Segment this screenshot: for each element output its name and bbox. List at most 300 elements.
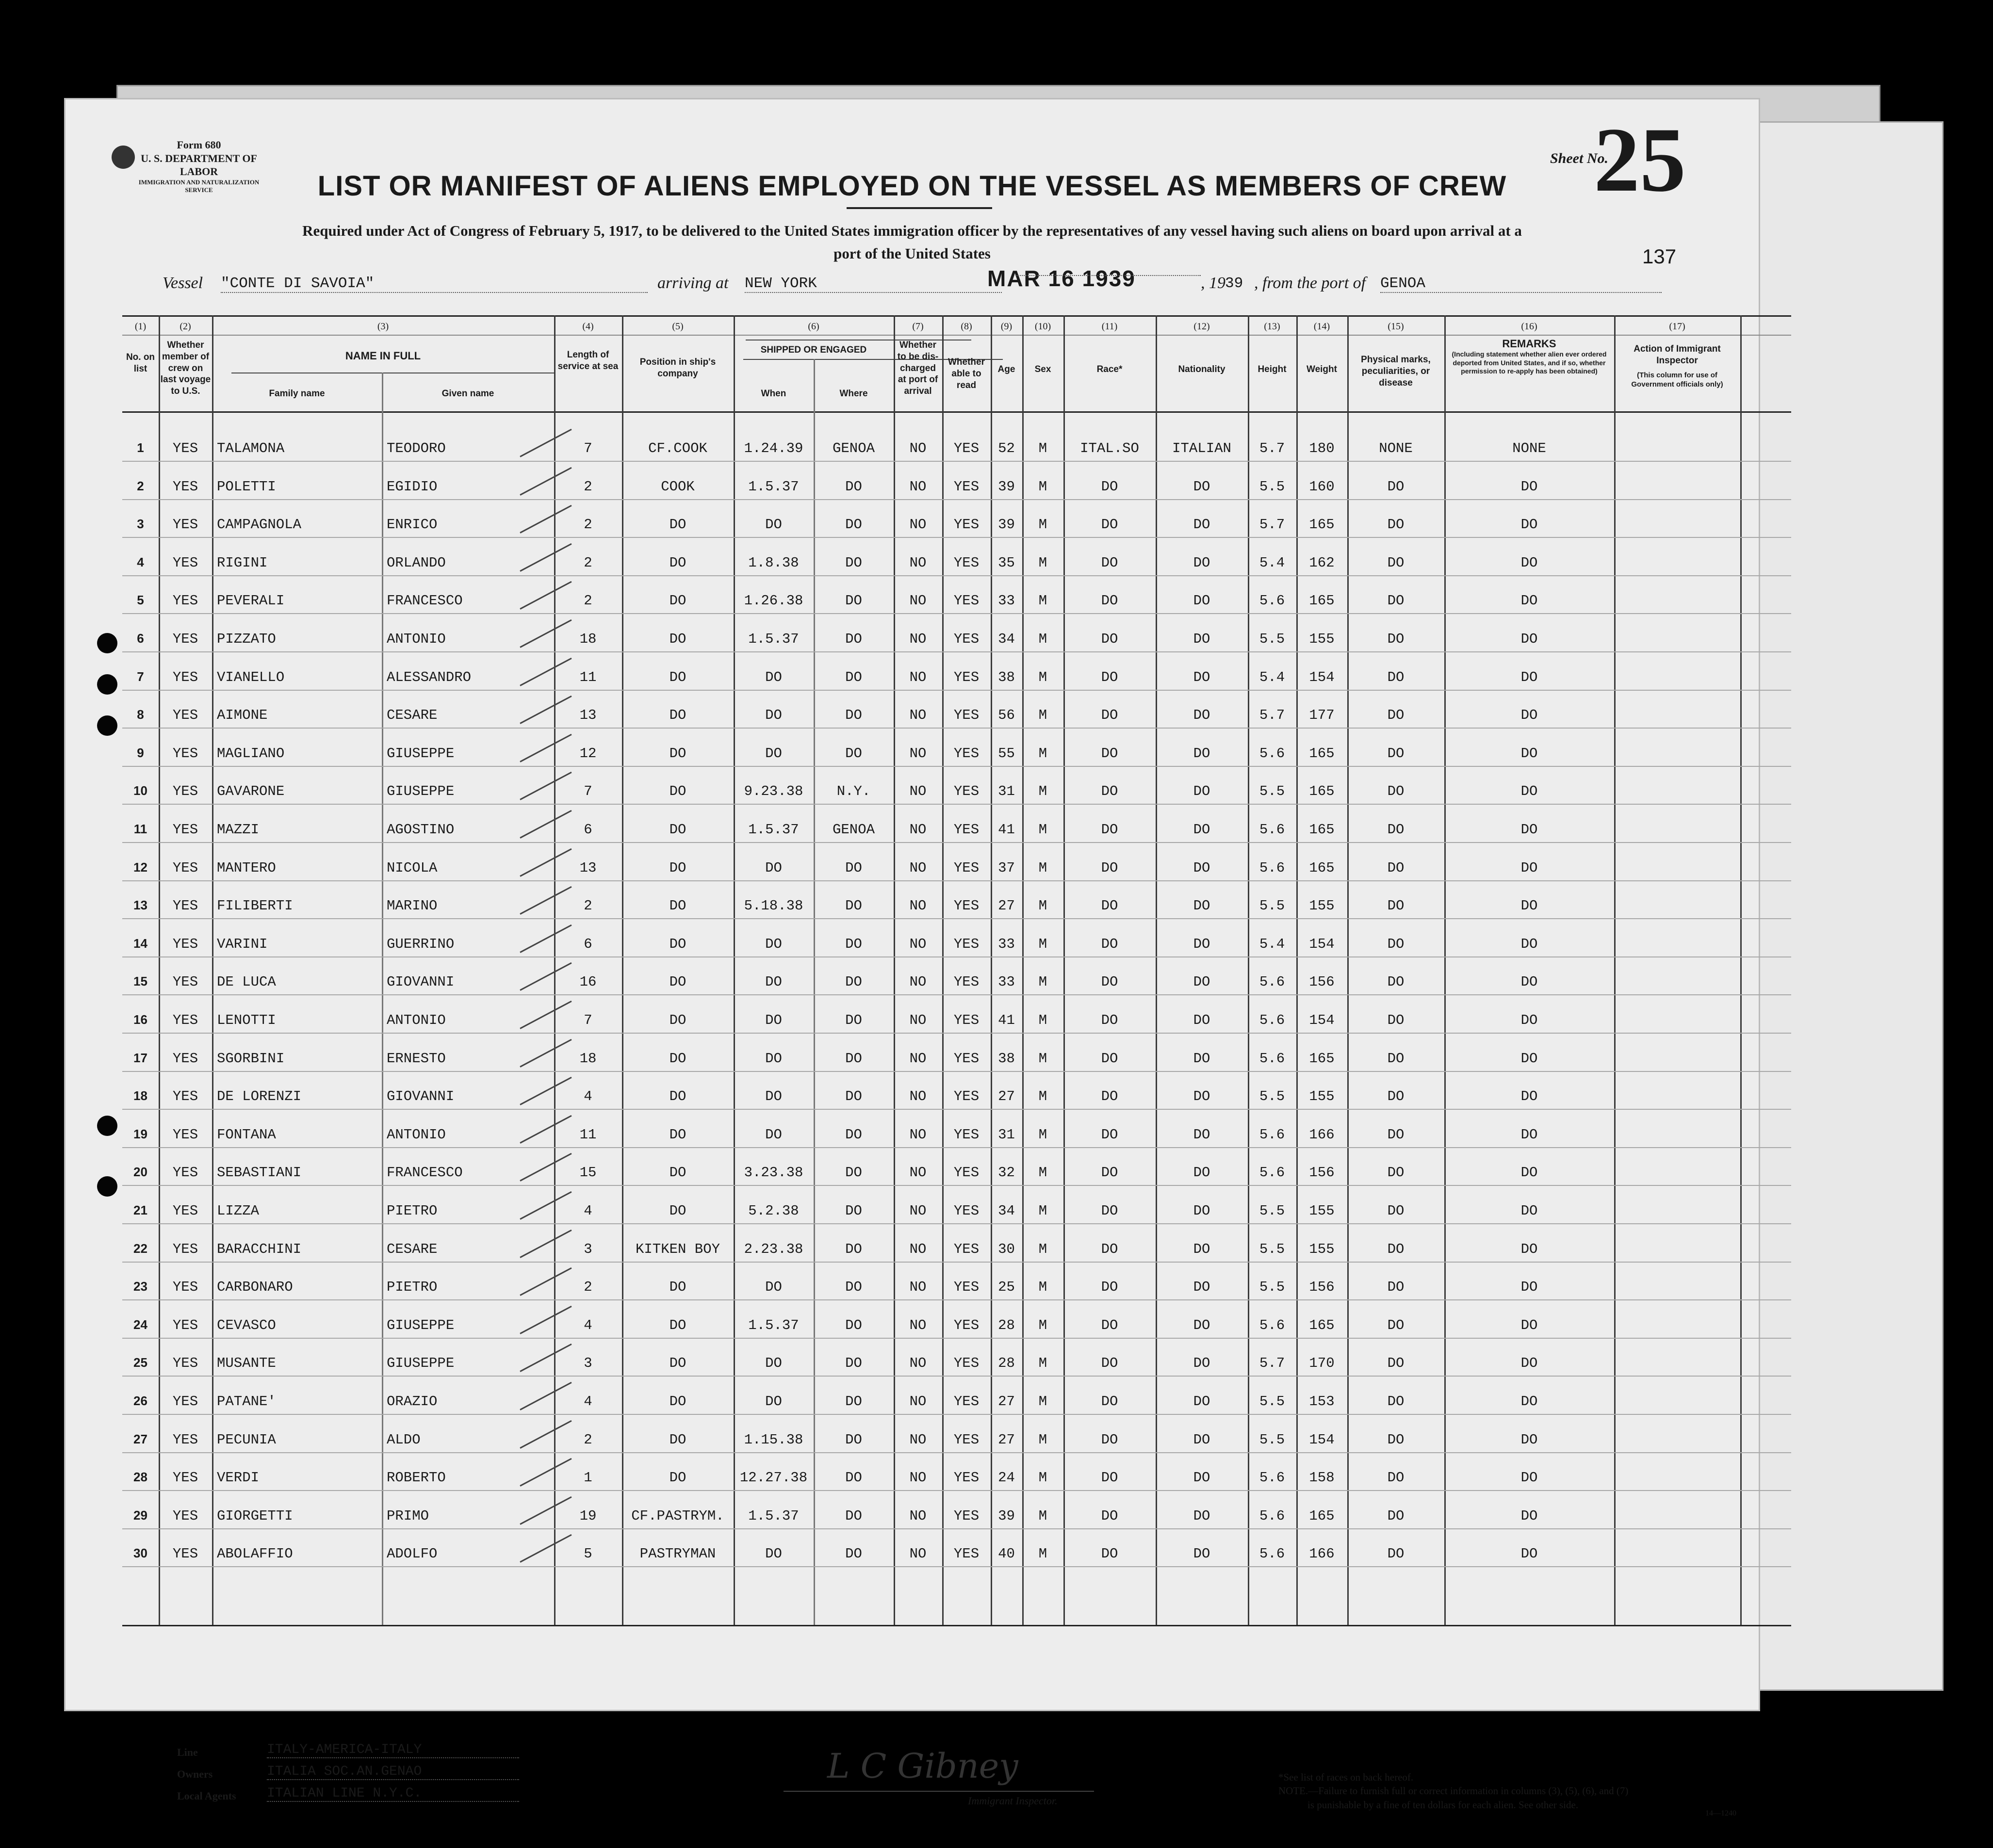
cell-sex: M [1038,1279,1047,1296]
cell-age: 32 [998,1165,1015,1181]
cell-where: DO [845,898,862,914]
cell-discharged: NO [909,783,927,800]
cell-nationality: DO [1193,859,1210,876]
cell-given: ALDO [387,1431,421,1448]
header-action-note: (This column for use of Government officials only) [1631,371,1723,389]
cell-service: 7 [584,783,592,800]
cell-member: YES [172,631,198,647]
table-row [122,1237,1791,1266]
cell-member: YES [172,593,198,609]
cell-nationality: DO [1193,745,1210,762]
table-row [122,513,1791,542]
cell-service: 12 [579,745,597,762]
cell-service: 13 [579,859,597,876]
colnum-7: (7) [912,321,924,332]
header-nationality: Nationality [1178,364,1225,374]
header-length-of-service: Length of service at sea [557,350,619,372]
cell-discharged: NO [909,707,927,724]
cell-sex: M [1038,440,1047,456]
cell-height: 5.7 [1259,517,1285,533]
date-stamp: MAR 16 1939 [987,266,1136,291]
cell-nationality: DO [1193,1279,1210,1296]
cell-age: 34 [998,1203,1015,1219]
sheet-number: 25 [1594,109,1686,211]
cell-discharged: NO [909,478,927,495]
cell-remarks: NONE [1512,440,1546,456]
cell-marks: DO [1387,1355,1405,1372]
cell-nationality: DO [1193,478,1210,495]
cell-when: DO [765,707,782,724]
cell-read: YES [953,822,980,838]
cell-member: YES [172,974,198,990]
cell-sex: M [1038,1355,1047,1372]
table-row [122,856,1791,885]
cell-marks: DO [1387,822,1405,838]
cell-nationality: DO [1193,707,1210,724]
cell-where: DO [845,936,862,952]
header-height: Height [1258,364,1287,374]
cell-marks: DO [1387,669,1405,685]
owners-label: Owners [177,1768,213,1780]
cell-nationality: DO [1193,1050,1210,1067]
cell-read: YES [953,593,980,609]
table-row [122,1008,1791,1037]
cell-race: DO [1101,478,1118,495]
cell-marks: DO [1387,1165,1405,1181]
cell-discharged: NO [909,1012,927,1028]
cell-height: 5.5 [1259,1088,1285,1105]
cell-remarks: DO [1520,1317,1538,1333]
cell-when: 1.8.38 [748,554,799,571]
cell-weight: 158 [1309,1470,1335,1486]
cell-service: 11 [579,1126,597,1143]
cell-when: DO [765,1012,782,1028]
cell-remarks: DO [1520,1165,1538,1181]
cell-height: 5.5 [1259,898,1285,914]
cell-weight: 154 [1309,936,1335,952]
header-no-on-list: No. on list [126,352,155,374]
cell-position: PASTRYMAN [639,1546,716,1562]
cell-service: 4 [584,1317,592,1333]
cell-given: GIUSEPPE [387,745,455,762]
cell-given: FRANCESCO [387,593,463,609]
punch-hole [97,674,117,695]
cell-family: SEBASTIANI [217,1165,302,1181]
cell-height: 5.5 [1259,478,1285,495]
cell-service: 3 [584,1355,592,1372]
cell-no: 7 [137,669,144,684]
header-whether-member: Whether member of crew on last voyage to U.S. [160,340,211,396]
agents-value: ITALIAN LINE N.Y.C. [267,1786,519,1802]
cell-member: YES [172,1317,198,1333]
cell-position: DO [669,1050,686,1067]
cell-sex: M [1038,822,1047,838]
cell-height: 5.6 [1259,1470,1285,1486]
cell-race: DO [1101,1508,1118,1524]
cell-service: 4 [584,1203,592,1219]
cell-read: YES [953,1050,980,1067]
cell-height: 5.5 [1259,1394,1285,1410]
cell-height: 5.6 [1259,745,1285,762]
cell-when: DO [765,1355,782,1372]
cell-where: DO [845,554,862,571]
cell-marks: DO [1387,745,1405,762]
cell-sex: M [1038,898,1047,914]
cell-where: DO [845,707,862,724]
cell-marks: DO [1387,936,1405,952]
cell-remarks: DO [1520,554,1538,571]
cell-where: DO [845,974,862,990]
cell-height: 5.5 [1259,631,1285,647]
cell-when: DO [765,1088,782,1105]
cell-nationality: DO [1193,822,1210,838]
cell-when: 1.5.37 [748,631,799,647]
table-row [122,475,1791,504]
cell-no: 16 [133,1012,147,1027]
cell-member: YES [172,1355,198,1372]
cell-age: 28 [998,1317,1015,1333]
cell-given: ROBERTO [387,1470,446,1486]
cell-marks: DO [1387,1546,1405,1562]
cell-where: GENOA [832,822,875,838]
cell-when: DO [765,936,782,952]
cell-when: DO [765,1546,782,1562]
cell-no: 24 [133,1317,147,1332]
cell-sex: M [1038,517,1047,533]
cell-position: DO [669,1355,686,1372]
title-rule [847,207,992,209]
service-name: IMMIGRATION AND NATURALIZATION SERVICE [138,178,260,194]
cell-given: TEODORO [387,440,446,456]
cell-race: DO [1101,1546,1118,1562]
cell-race: DO [1101,1203,1118,1219]
cell-family: BARACCHINI [217,1241,302,1257]
cell-discharged: NO [909,822,927,838]
cell-service: 2 [584,593,592,609]
footnote [1278,1770,1715,1812]
cell-no: 15 [133,974,147,989]
cell-sex: M [1038,1546,1047,1562]
cell-marks: DO [1387,974,1405,990]
cell-given: NICOLA [387,859,438,876]
cell-position: DO [669,1394,686,1410]
cell-race: DO [1101,707,1118,724]
cell-member: YES [172,1012,198,1028]
inspector-label: Immigrant Inspector. [968,1795,1058,1807]
cell-family: LENOTTI [217,1012,276,1028]
cell-marks: DO [1387,1470,1405,1486]
cell-height: 5.6 [1259,593,1285,609]
cell-weight: 155 [1309,1088,1335,1105]
cell-race: DO [1101,669,1118,685]
cell-when: 5.2.38 [748,1203,799,1219]
cell-service: 18 [579,1050,597,1067]
cell-nationality: DO [1193,1241,1210,1257]
cell-where: DO [845,1012,862,1028]
cell-given: PRIMO [387,1508,429,1524]
department-name: U. S. DEPARTMENT OF LABOR [141,152,257,178]
arriving-label: arriving at [657,274,729,292]
cell-no: 27 [133,1431,147,1446]
cell-read: YES [953,859,980,876]
cell-read: YES [953,440,980,456]
cell-member: YES [172,1241,198,1257]
note-fine: is punishable by a fine of ten dollars for each alien. See other side. [1307,1799,1579,1811]
cell-read: YES [953,1012,980,1028]
table-row [122,932,1791,961]
table-row [122,1085,1791,1114]
cell-given: ANTONIO [387,1012,446,1028]
cell-where: GENOA [832,440,875,456]
cell-height: 5.5 [1259,1241,1285,1257]
header-sex: Sex [1034,364,1051,374]
cell-age: 27 [998,1394,1015,1410]
cell-weight: 160 [1309,478,1335,495]
cell-when: 9.23.38 [744,783,803,800]
manifest-subtitle [133,220,1691,265]
colnum-17: (17) [1669,321,1685,332]
table-row [122,970,1791,999]
cell-read: YES [953,554,980,571]
cell-marks: DO [1387,1394,1405,1410]
cell-read: YES [953,1165,980,1181]
cell-member: YES [172,1050,198,1067]
cell-remarks: DO [1520,1470,1538,1486]
form-number: Form 680 [177,139,221,151]
cell-given: AGOSTINO [387,822,455,838]
cell-race: DO [1101,1165,1118,1181]
cell-nationality: DO [1193,783,1210,800]
cell-discharged: NO [909,1203,927,1219]
cell-remarks: DO [1520,974,1538,990]
cell-when: 1.5.37 [748,1508,799,1524]
cell-position: DO [669,783,686,800]
colnum-2: (2) [180,321,191,332]
cell-when: 1.5.37 [748,478,799,495]
cell-position: DO [669,1203,686,1219]
cell-age: 52 [998,440,1015,456]
cell-when: DO [765,745,782,762]
cell-height: 5.6 [1259,1165,1285,1181]
cell-age: 33 [998,936,1015,952]
cell-position: DO [669,745,686,762]
table-row [122,703,1791,732]
cell-race: DO [1101,1279,1118,1296]
cell-age: 40 [998,1546,1015,1562]
cell-race: DO [1101,593,1118,609]
cell-position: DO [669,631,686,647]
cell-where: DO [845,1241,862,1257]
subtitle-line-1: Required under Act of Congress of February 5, 1917, to be delivered to the United States immigration officer by the representatives of any vessel having such aliens on board upon arrival at a [302,222,1522,239]
year-label: , 19 [1201,274,1225,292]
cell-read: YES [953,1394,980,1410]
punch-hole [97,1176,117,1197]
table-row [122,1161,1791,1190]
cell-where: DO [845,1470,862,1486]
cell-marks: DO [1387,859,1405,876]
cell-marks: DO [1387,1317,1405,1333]
table-row [122,551,1791,580]
table-row [122,1466,1791,1495]
cell-marks: DO [1387,898,1405,914]
cell-position: DO [669,859,686,876]
header-given-name: Given name [441,389,494,399]
cell-position: DO [669,1088,686,1105]
cell-member: YES [172,478,198,495]
colnum-10: (10) [1034,321,1051,332]
cell-read: YES [953,898,980,914]
header-race: Race* [1096,364,1123,374]
cell-when: DO [765,859,782,876]
cell-remarks: DO [1520,1508,1538,1524]
cell-no: 18 [133,1088,147,1103]
cell-service: 2 [584,517,592,533]
cell-age: 31 [998,783,1015,800]
note-failure: NOTE.—Failure to furnish full or correct information in columns (3), (5), (6), and (7) [1278,1785,1629,1797]
cell-family: VIANELLO [217,669,285,685]
table-row [122,894,1791,923]
cell-age: 33 [998,593,1015,609]
cell-height: 5.6 [1259,1050,1285,1067]
cell-remarks: DO [1520,1431,1538,1448]
colnum-13: (13) [1264,321,1280,332]
cell-race: DO [1101,517,1118,533]
cell-given: FRANCESCO [387,1165,463,1181]
cell-member: YES [172,822,198,838]
cell-weight: 156 [1309,1279,1335,1296]
cell-remarks: DO [1520,859,1538,876]
cell-discharged: NO [909,936,927,952]
table-row [122,779,1791,809]
cell-given: MARINO [387,898,438,914]
cell-service: 3 [584,1241,592,1257]
cell-service: 2 [584,1279,592,1296]
cell-position: DO [669,1431,686,1448]
colnum-4: (4) [582,321,594,332]
cell-position: CF.COOK [648,440,707,456]
cell-service: 4 [584,1394,592,1410]
cell-position: DO [669,593,686,609]
cell-given: ANTONIO [387,631,446,647]
cell-weight: 170 [1309,1355,1335,1372]
cell-read: YES [953,1088,980,1105]
cell-nationality: DO [1193,1203,1210,1219]
year-value: 39 [1225,275,1243,292]
cell-no: 4 [137,554,144,569]
cell-when: 1.15.38 [744,1431,803,1448]
header-remarks: REMARKS [1502,338,1556,350]
cell-marks: DO [1387,1012,1405,1028]
cell-member: YES [172,707,198,724]
cell-height: 5.6 [1259,859,1285,876]
table-row [122,665,1791,695]
cell-marks: DO [1387,554,1405,571]
cell-nationality: DO [1193,593,1210,609]
cell-when: DO [765,974,782,990]
table-row [122,1390,1791,1419]
cell-family: RIGINI [217,554,268,571]
cell-remarks: DO [1520,478,1538,495]
cell-weight: 154 [1309,669,1335,685]
cell-weight: 165 [1309,1317,1335,1333]
cell-marks: DO [1387,1203,1405,1219]
cell-where: DO [845,1088,862,1105]
cell-remarks: DO [1520,1546,1538,1562]
cell-sex: M [1038,707,1047,724]
cell-race: DO [1101,1241,1118,1257]
cell-read: YES [953,1431,980,1448]
cell-family: GIORGETTI [217,1508,293,1524]
header-shipped-engaged: SHIPPED OR ENGAGED [760,345,867,355]
cell-marks: DO [1387,1508,1405,1524]
header-name-in-full: NAME IN FULL [345,350,421,362]
cell-member: YES [172,1394,198,1410]
header-able-to-read: Whether able to read [948,357,985,390]
cell-weight: 154 [1309,1431,1335,1448]
cell-position: DO [669,974,686,990]
cell-given: CESARE [387,1241,438,1257]
cell-discharged: NO [909,1431,927,1448]
cell-read: YES [953,631,980,647]
cell-no: 25 [133,1355,147,1370]
cell-height: 5.4 [1259,554,1285,571]
cell-family: CAMPAGNOLA [217,517,302,533]
cell-sex: M [1038,974,1047,990]
line-value: ITALY-AMERICA-ITALY [267,1742,519,1758]
cell-sex: M [1038,1126,1047,1143]
owners-value: ITALIA SOC.AN.GENAO [267,1764,519,1780]
cell-remarks: DO [1520,517,1538,533]
cell-where: DO [845,1508,862,1524]
cell-no: 13 [133,898,147,913]
cell-no: 5 [137,593,144,608]
cell-age: 41 [998,822,1015,838]
cell-race: DO [1101,1317,1118,1333]
cell-nationality: DO [1193,669,1210,685]
cell-height: 5.6 [1259,974,1285,990]
cell-sex: M [1038,1317,1047,1333]
crew-table [122,315,1791,1727]
cell-given: GIUSEPPE [387,1355,455,1372]
cell-nationality: DO [1193,554,1210,571]
cell-height: 5.6 [1259,1546,1285,1562]
colnum-1: (1) [134,321,147,332]
cell-remarks: DO [1520,1355,1538,1372]
cell-family: MUSANTE [217,1355,276,1372]
cell-race: DO [1101,1050,1118,1067]
cell-sex: M [1038,669,1047,685]
cell-no: 14 [133,936,147,951]
cell-weight: 165 [1309,822,1335,838]
cell-sex: M [1038,631,1047,647]
cell-height: 5.7 [1259,440,1285,456]
cell-when: DO [765,1394,782,1410]
cell-remarks: DO [1520,593,1538,609]
cell-sex: M [1038,1050,1047,1067]
cell-nationality: DO [1193,517,1210,533]
cell-weight: 156 [1309,974,1335,990]
cell-family: CEVASCO [217,1317,276,1333]
table-row [122,818,1791,847]
cell-family: PATANE' [217,1394,276,1410]
cell-sex: M [1038,554,1047,571]
table-row [122,589,1791,618]
cell-discharged: NO [909,1317,927,1333]
cell-nationality: DO [1193,631,1210,647]
cell-weight: 155 [1309,1203,1335,1219]
cell-no: 17 [133,1050,147,1065]
cell-age: 56 [998,707,1015,724]
